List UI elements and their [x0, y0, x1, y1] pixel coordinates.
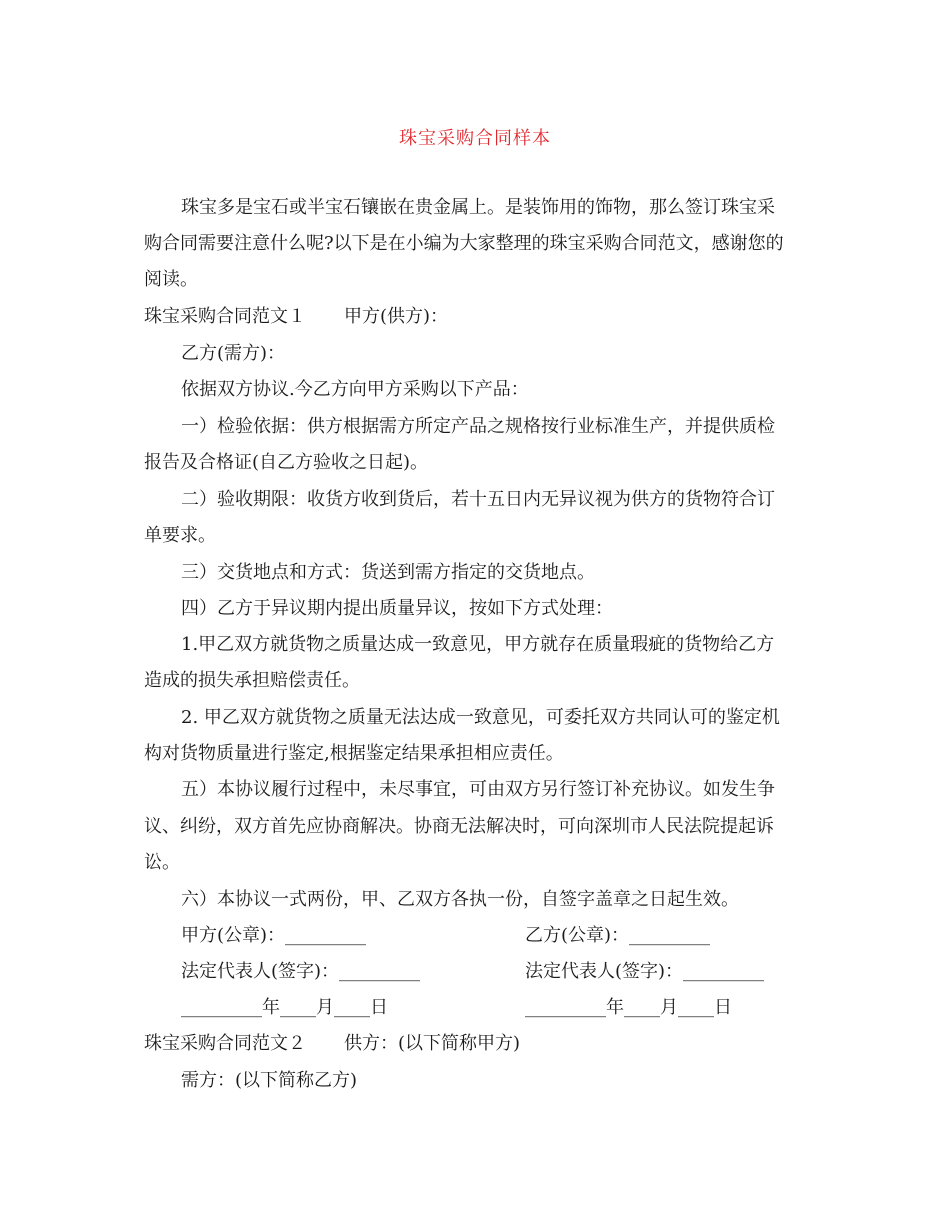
sign-b-representative: 法定代表人(签字)：_________: [525, 961, 765, 982]
date-b: _________年____月____日: [525, 997, 732, 1018]
sample1-heading-line: [144, 305, 448, 329]
date-a: _________年____月____日: [181, 997, 388, 1018]
sample2-buyer: 需方：(以下简称乙方): [181, 1070, 358, 1091]
clause6: 六）本协议一式两份，甲、乙双方各执一份，自签字盖章之日起生效。: [181, 889, 739, 910]
clause3: 三）交货地点和方式：货送到需方指定的交货地点。: [181, 562, 595, 583]
clause5-line-1: 五）本协议履行过程中，未尽事宜，可由双方另行签订补充协议。如发生争: [181, 779, 775, 800]
sign-b-seal: 乙方(公章)：_________: [525, 925, 711, 946]
intro-line-2: 购合同需要注意什么呢?以下是在小编为大家整理的珠宝采购合同范文，感谢您的: [144, 233, 784, 254]
sign-a-representative: 法定代表人(签字)：_________: [181, 961, 421, 982]
item1-line-2: 造成的损失承担赔偿责任。: [144, 670, 360, 691]
sample2-supplier: 供方：(以下简称甲方): [344, 1033, 521, 1054]
sign-a-seal: 甲方(公章)：_________: [181, 925, 367, 946]
clause5-line-3: 讼。: [144, 852, 180, 873]
document-title: 珠宝采购合同样本: [399, 128, 551, 149]
item2-line-1: 2. 甲乙双方就货物之质量无法达成一致意见，可委托双方共同认可的鉴定机: [181, 707, 780, 728]
intro-line-1: 珠宝多是宝石或半宝石镶嵌在贵金属上。是装饰用的饰物，那么签订珠宝采: [181, 197, 775, 218]
clause2-line-2: 单要求。: [144, 525, 216, 546]
item2-line-2: 构对货物质量进行鉴定,根据鉴定结果承担相应责任。: [144, 743, 564, 764]
clause1-line-2: 报告及合格证(自乙方验收之日起)。: [144, 452, 429, 473]
sample1-party-a: 甲方(供方)：: [344, 306, 449, 327]
sample1-heading: 珠宝采购合同范文１: [144, 306, 306, 327]
intro-line-3: 阅读。: [144, 269, 198, 290]
sample2-heading-line: [144, 1032, 520, 1056]
sample2-heading: 珠宝采购合同范文２: [144, 1033, 306, 1054]
sample1-party-b: 乙方(需方)：: [181, 343, 286, 364]
clause4: 四）乙方于异议期内提出质量异议，按如下方式处理：: [181, 598, 613, 619]
item1-line-1: 1.甲乙双方就货物之质量达成一致意见，甲方就存在质量瑕疵的货物给乙方: [181, 634, 775, 655]
clause1-line-1: 一）检验依据：供方根据需方所定产品之规格按行业标准生产，并提供质检: [181, 416, 775, 437]
sample1-basis: 依据双方协议.今乙方向甲方采购以下产品：: [181, 379, 529, 400]
clause5-line-2: 议、纠纷，双方首先应协商解决。协商无法解决时，可向深圳市人民法院提起诉: [144, 816, 774, 837]
clause2-line-1: 二）验收期限：收货方收到货后，若十五日内无异议视为供方的货物符合订: [181, 489, 775, 510]
